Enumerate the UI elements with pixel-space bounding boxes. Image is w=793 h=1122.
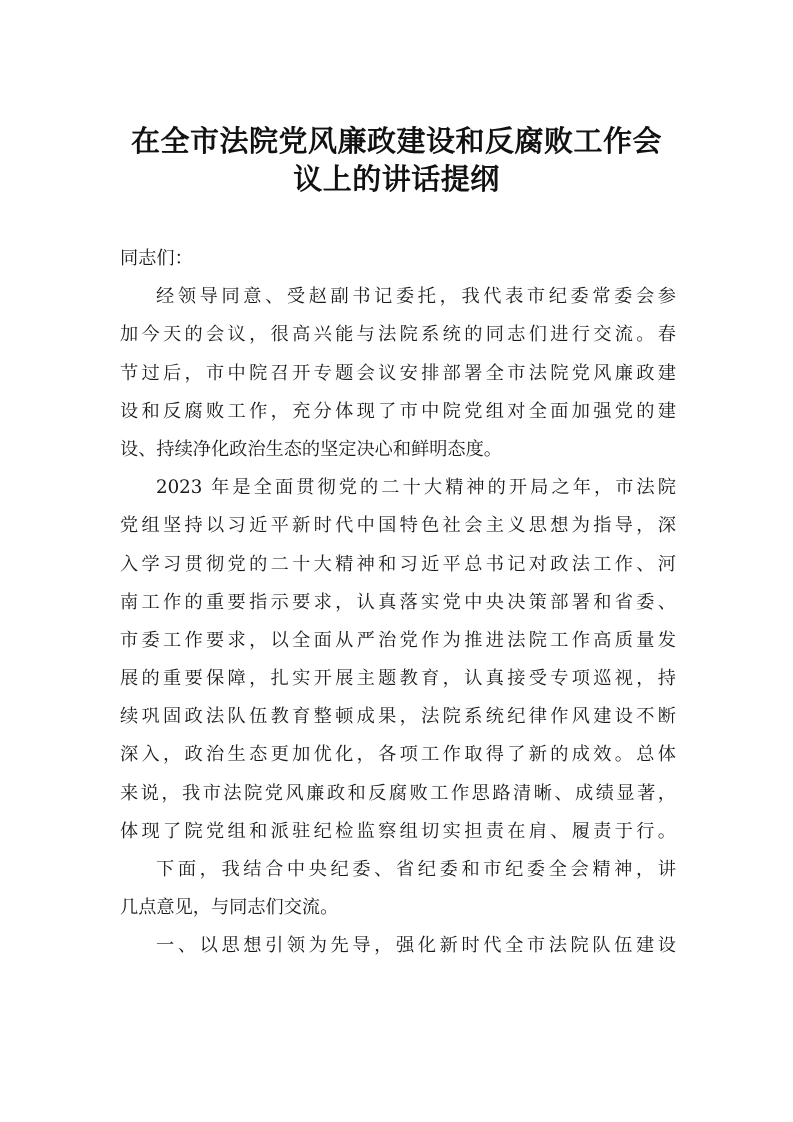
paragraph-line: 设和反腐败工作，充分体现了市中院党组对全面加强党的建: [120, 400, 676, 422]
paragraph-line: 展的重要保障，扎实开展主题教育，认真接受专项巡视，持: [120, 668, 676, 690]
section-heading: [120, 927, 676, 965]
paragraph-line: 市委工作要求，以全面从严治党作为推进法院工作高质量发: [120, 629, 676, 651]
paragraph-line: 深入，政治生态更加优化，各项工作取得了新的成效。总体: [120, 744, 676, 766]
title-line: 议上的讲话提纲: [293, 162, 500, 197]
section-heading-line: 一、以思想引领为先导，强化新时代全市法院队伍建设: [156, 935, 676, 957]
paragraph-line: 节过后，市中院召开专题会议安排部署全市法院党风廉政建: [120, 362, 676, 384]
document-body: [120, 240, 676, 966]
paragraph-review: [120, 469, 676, 851]
paragraph-line: 下面，我结合中央纪委、省纪委和市纪委全会精神，讲: [156, 859, 676, 880]
paragraph-outline-intro: [120, 851, 676, 927]
document-title: [120, 122, 673, 198]
paragraph-intro: [120, 278, 676, 469]
paragraph-line: 南工作的重要指示要求，认真落实党中央决策部署和省委、: [120, 591, 676, 613]
paragraph-line: 来说，我市法院党风廉政和反腐败工作思路清晰、成绩显著，: [120, 782, 676, 804]
paragraph-line: 经领导同意、受赵副书记委托，我代表市纪委常委会参: [156, 286, 676, 308]
paragraph-line: 体现了院党组和派驻纪检监察组切实担责在肩、履责于行。: [120, 820, 676, 842]
paragraph-line: 几点意见，与同志们交流。: [120, 897, 339, 919]
salutation: 同志们：: [120, 248, 193, 269]
paragraph-line: 设、持续净化政治生态的坚定决心和鲜明态度。: [120, 438, 502, 460]
paragraph-line: 续巩固政法队伍教育整顿成果，法院系统纪律作风建设不断: [120, 706, 676, 728]
title-line: 在全市法院党风廉政建设和反腐败工作会: [130, 124, 662, 158]
paragraph-line: 2023 年是全面贯彻党的二十大精神的开局之年，市法院: [156, 477, 676, 499]
paragraph-line: 党组坚持以习近平新时代中国特色社会主义思想为指导，深: [120, 515, 676, 537]
paragraph-line: 加今天的会议，很高兴能与法院系统的同志们进行交流。春: [120, 324, 676, 346]
paragraph-line: 入学习贯彻党的二十大精神和习近平总书记对政法工作、河: [120, 553, 676, 575]
